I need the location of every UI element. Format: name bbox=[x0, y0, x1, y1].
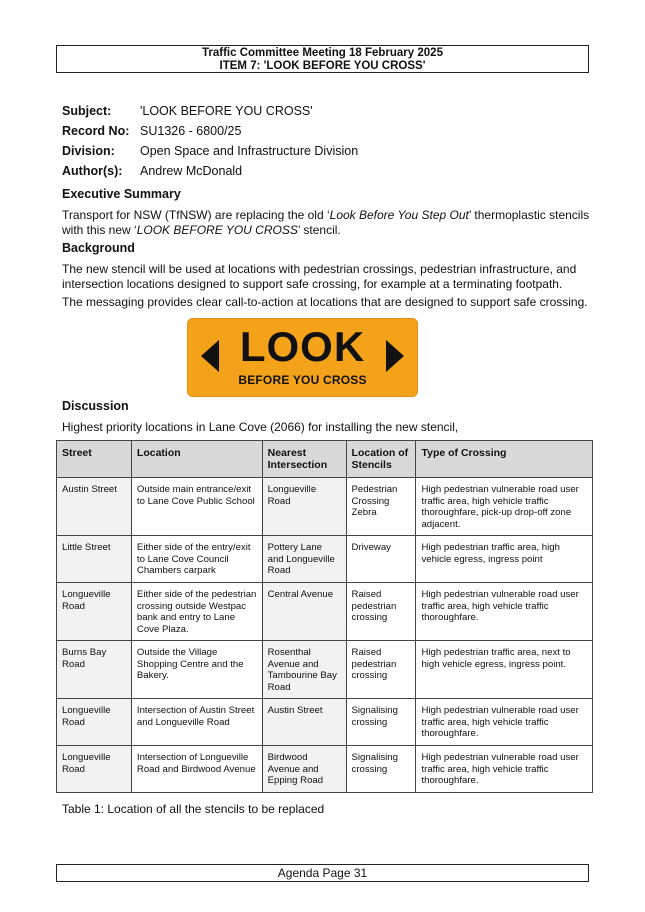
look-before-you-cross-stencil-image bbox=[187, 318, 418, 397]
table-cell: Little Street bbox=[57, 536, 132, 583]
meta-value: Open Space and Infrastructure Division bbox=[140, 144, 359, 158]
summary-text-part: Transport for NSW (TfNSW) are replacing the old ‘ bbox=[62, 208, 330, 222]
new-stencil-name: LOOK BEFORE YOU CROSS bbox=[136, 222, 298, 237]
table-row bbox=[57, 583, 593, 641]
table-header-row bbox=[57, 441, 593, 478]
table-cell: Intersection of Austin Street and Longueville Road bbox=[131, 699, 262, 746]
meta-row-subject bbox=[62, 101, 358, 121]
meta-row-author bbox=[62, 161, 358, 181]
table-cell: Central Avenue bbox=[262, 583, 346, 641]
table-row bbox=[57, 478, 593, 536]
background-paragraph-2: The messaging provides clear call-to-action at locations that are designed to support safe crossing. bbox=[62, 295, 588, 309]
table-cell: Longueville Road bbox=[57, 699, 132, 746]
header-meeting-title: Traffic Committee Meeting 18 February 2025 bbox=[202, 47, 443, 59]
table-cell: Austin Street bbox=[57, 478, 132, 536]
meta-value: SU1326 - 6800/25 bbox=[140, 124, 242, 138]
column-header-type-of-crossing: Type of Crossing bbox=[416, 441, 593, 478]
table-cell: Pottery Lane and Longueville Road bbox=[262, 536, 346, 583]
table-cell: Birdwood Avenue and Epping Road bbox=[262, 746, 346, 793]
table-cell: Raised pedestrian crossing bbox=[346, 641, 416, 699]
summary-text-part: ’ thermoplastic stencils with this new ‘ bbox=[62, 208, 590, 237]
background-heading: Background bbox=[62, 241, 135, 255]
meta-label: Subject: bbox=[62, 104, 112, 118]
header-item-title: ITEM 7: 'LOOK BEFORE YOU CROSS' bbox=[219, 60, 426, 72]
table-cell: Either side of the entry/exit to Lane Cove Council Chambers carpark bbox=[131, 536, 262, 583]
table-cell: High pedestrian traffic area, next to high vehicle egress, ingress point. bbox=[416, 641, 593, 699]
discussion-intro: Highest priority locations in Lane Cove (2066) for installing the new stencil, bbox=[62, 420, 459, 434]
table-row bbox=[57, 641, 593, 699]
table-cell: Pedestrian Crossing Zebra bbox=[346, 478, 416, 536]
table-cell: Longueville Road bbox=[57, 583, 132, 641]
table-cell: High pedestrian traffic area, high vehicle egress, ingress point bbox=[416, 536, 593, 583]
table-cell: Burns Bay Road bbox=[57, 641, 132, 699]
report-metadata bbox=[62, 101, 358, 181]
summary-text-part: ’ stencil. bbox=[297, 222, 341, 237]
document-header bbox=[56, 45, 589, 73]
background-paragraph-1: The new stencil will be used at locations with pedestrian crossings, pedestrian infrastructure, and intersection locations designed to support safe crossing, for example at a terminating footpath. bbox=[62, 262, 577, 291]
discussion-heading: Discussion bbox=[62, 399, 129, 413]
old-stencil-name: Look Before You Step Out bbox=[329, 208, 469, 222]
arrow-right-icon bbox=[386, 340, 404, 372]
column-header-nearest-intersection: Nearest Intersection bbox=[262, 441, 346, 478]
meta-label: Record No: bbox=[62, 124, 130, 138]
table-cell: Rosenthal Avenue and Tambourine Bay Road bbox=[262, 641, 346, 699]
meta-row-division bbox=[62, 141, 358, 161]
table-row bbox=[57, 536, 593, 583]
table-cell: High pedestrian vulnerable road user traffic area, high vehicle traffic thoroughfare. bbox=[416, 746, 593, 793]
column-header-location: Location bbox=[131, 441, 262, 478]
stencil-sub-text: BEFORE YOU CROSS bbox=[238, 373, 367, 387]
stencil-locations-table bbox=[56, 440, 593, 793]
meta-value: Andrew McDonald bbox=[140, 164, 243, 178]
table-cell: Signalising crossing bbox=[346, 746, 416, 793]
column-header-street: Street bbox=[57, 441, 132, 478]
meta-value: 'LOOK BEFORE YOU CROSS' bbox=[140, 104, 313, 118]
stencil-main-text: LOOK bbox=[239, 323, 366, 370]
table-cell: Signalising crossing bbox=[346, 699, 416, 746]
table-cell: Austin Street bbox=[262, 699, 346, 746]
table-cell: Longueville Road bbox=[57, 746, 132, 793]
table-cell: Intersection of Longueville Road and Birdwood Avenue bbox=[131, 746, 262, 793]
table-cell: Raised pedestrian crossing bbox=[346, 583, 416, 641]
table-row bbox=[57, 699, 593, 746]
table-caption: Table 1: Location of all the stencils to be replaced bbox=[62, 802, 325, 816]
meta-label: Author(s): bbox=[62, 164, 123, 178]
page-footer: Agenda Page 31 bbox=[56, 864, 589, 882]
table-row bbox=[57, 746, 593, 793]
executive-summary-text bbox=[62, 208, 592, 237]
table-cell: High pedestrian vulnerable road user traffic area, high vehicle traffic thoroughfare. bbox=[416, 699, 593, 746]
table-cell: Driveway bbox=[346, 536, 416, 583]
table-cell: Outside the Village Shopping Centre and the Bakery. bbox=[131, 641, 262, 699]
table-cell: Longueville Road bbox=[262, 478, 346, 536]
table-cell: Outside main entrance/exit to Lane Cove Public School bbox=[131, 478, 262, 536]
column-header-location-of-stencils: Location of Stencils bbox=[346, 441, 416, 478]
table-cell: Either side of the pedestrian crossing outside Westpac bank and entry to Lane Cove Plaza. bbox=[131, 583, 262, 641]
meta-label: Division: bbox=[62, 144, 115, 158]
executive-summary-heading: Executive Summary bbox=[62, 187, 181, 201]
table-cell: High pedestrian vulnerable road user traffic area, high vehicle traffic thoroughfare. bbox=[416, 583, 593, 641]
meta-row-record bbox=[62, 121, 358, 141]
table-cell: High pedestrian vulnerable road user traffic area, high vehicle traffic thoroughfare, pick-up drop-off zone adjacent. bbox=[416, 478, 593, 536]
